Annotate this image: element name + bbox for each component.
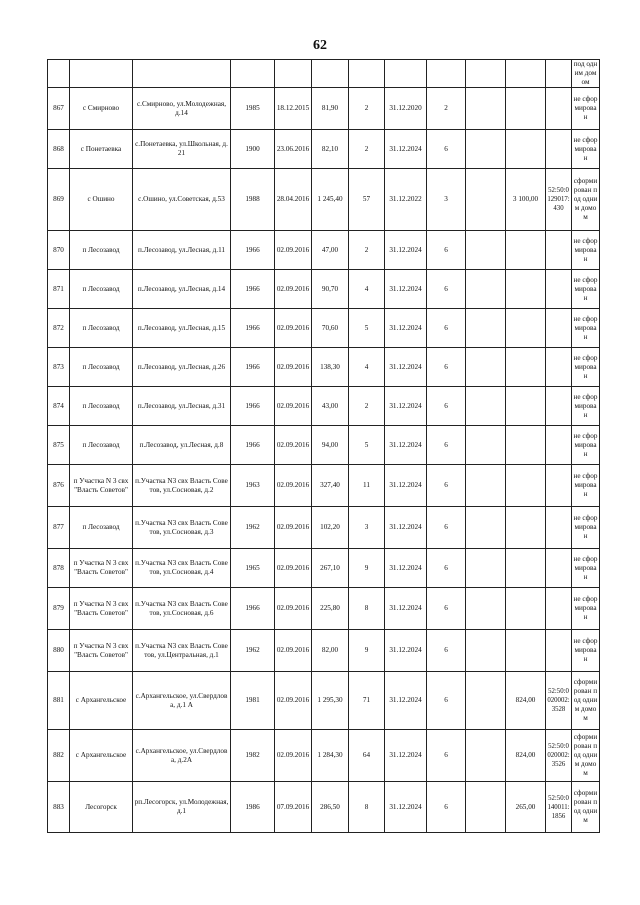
area-cell: 1 284,30 — [312, 730, 349, 782]
cadastral-number-cell — [546, 348, 572, 387]
cell-empty — [466, 730, 506, 782]
settlement-cell: п Лесозавод — [70, 231, 133, 270]
land-status-cell: сформирован под одним домом — [572, 672, 600, 730]
recognition-date-cell: 02.09.2016 — [275, 309, 312, 348]
relocation-deadline-cell: 31.12.2020 — [385, 88, 427, 130]
cadastral-number-cell: 52:50:0020002:3528 — [546, 672, 572, 730]
cost-cell — [506, 426, 546, 465]
stage-cell: 6 — [427, 130, 466, 169]
relocation-deadline-cell: 31.12.2024 — [385, 507, 427, 549]
year-built-cell: 1966 — [231, 270, 275, 309]
area-cell: 327,40 — [312, 465, 349, 507]
recognition-date-cell: 02.09.2016 — [275, 387, 312, 426]
settlement-cell: с Архангельское — [70, 672, 133, 730]
row-number-cell: 882 — [48, 730, 70, 782]
stage-cell: 6 — [427, 309, 466, 348]
cell-empty — [231, 60, 275, 88]
cadastral-number-cell — [546, 426, 572, 465]
year-built-cell: 1900 — [231, 130, 275, 169]
row-number-cell: 883 — [48, 782, 70, 833]
relocation-deadline-cell: 31.12.2024 — [385, 465, 427, 507]
settlement-cell: п Лесозавод — [70, 348, 133, 387]
cell-empty — [466, 672, 506, 730]
cell-empty — [466, 387, 506, 426]
residents-cell: 2 — [349, 387, 385, 426]
cell-empty — [48, 60, 70, 88]
residents-cell: 5 — [349, 426, 385, 465]
area-cell: 82,10 — [312, 130, 349, 169]
year-built-cell: 1965 — [231, 549, 275, 588]
land-status-cell: не сформирован — [572, 348, 600, 387]
row-number-cell: 876 — [48, 465, 70, 507]
housing-register-table — [47, 59, 600, 833]
cost-cell — [506, 309, 546, 348]
year-built-cell: 1962 — [231, 507, 275, 549]
land-status-cell: сформирован под одним — [572, 782, 600, 833]
stage-cell: 3 — [427, 169, 466, 231]
cost-cell — [506, 588, 546, 630]
relocation-deadline-cell: 31.12.2022 — [385, 169, 427, 231]
year-built-cell: 1966 — [231, 231, 275, 270]
address-cell: с.Архангельское, ул.Свердлова, д.2А — [133, 730, 231, 782]
land-status-cell: не сформирован — [572, 426, 600, 465]
table-row — [48, 588, 600, 630]
cost-cell — [506, 231, 546, 270]
cell-empty — [466, 169, 506, 231]
area-cell: 90,70 — [312, 270, 349, 309]
land-status-cell: не сформирован — [572, 630, 600, 672]
relocation-deadline-cell: 31.12.2024 — [385, 782, 427, 833]
address-cell: п.Участка N3 свх Власть Советов, ул.Сосновая, д.4 — [133, 549, 231, 588]
recognition-date-cell: 02.09.2016 — [275, 588, 312, 630]
table-row — [48, 169, 600, 231]
land-status-cell: не сформирован — [572, 549, 600, 588]
row-number-cell: 877 — [48, 507, 70, 549]
cadastral-number-cell — [546, 507, 572, 549]
cell-empty — [466, 588, 506, 630]
area-cell: 82,00 — [312, 630, 349, 672]
relocation-deadline-cell: 31.12.2024 — [385, 549, 427, 588]
cadastral-number-cell — [546, 387, 572, 426]
stage-cell: 6 — [427, 549, 466, 588]
cell-empty — [546, 60, 572, 88]
cell-empty — [466, 465, 506, 507]
page-number: 62 — [313, 38, 327, 53]
residents-cell: 4 — [349, 348, 385, 387]
residents-cell: 2 — [349, 88, 385, 130]
stage-cell: 6 — [427, 465, 466, 507]
settlement-cell: с Понетаевка — [70, 130, 133, 169]
year-built-cell: 1981 — [231, 672, 275, 730]
row-number-cell: 872 — [48, 309, 70, 348]
recognition-date-cell: 02.09.2016 — [275, 270, 312, 309]
table-row — [48, 88, 600, 130]
table-row — [48, 730, 600, 782]
address-cell: п.Участка N3 свх Власть Советов, ул.Сосновая, д.6 — [133, 588, 231, 630]
address-cell: п.Лесозавод, ул.Лесная, д.31 — [133, 387, 231, 426]
recognition-date-cell: 02.09.2016 — [275, 231, 312, 270]
year-built-cell: 1966 — [231, 426, 275, 465]
recognition-date-cell: 02.09.2016 — [275, 348, 312, 387]
cell-empty — [385, 60, 427, 88]
settlement-cell: п Лесозавод — [70, 309, 133, 348]
recognition-date-cell: 28.04.2016 — [275, 169, 312, 231]
row-number-cell: 870 — [48, 231, 70, 270]
table-row — [48, 387, 600, 426]
relocation-deadline-cell: 31.12.2024 — [385, 231, 427, 270]
cell-empty — [466, 630, 506, 672]
row-number-cell: 874 — [48, 387, 70, 426]
table-row — [48, 348, 600, 387]
cell-empty — [466, 348, 506, 387]
table-row — [48, 426, 600, 465]
table-row — [48, 231, 600, 270]
cost-cell — [506, 465, 546, 507]
address-cell: п.Участка N3 свх Власть Советов, ул.Сосновая, д.3 — [133, 507, 231, 549]
cost-cell — [506, 270, 546, 309]
relocation-deadline-cell: 31.12.2024 — [385, 672, 427, 730]
table-row — [48, 672, 600, 730]
table-row — [48, 130, 600, 169]
land-status-cell: под одним домом — [572, 60, 600, 88]
recognition-date-cell: 18.12.2015 — [275, 88, 312, 130]
table-row — [48, 507, 600, 549]
address-cell: с.Понетаевка, ул.Школьная, д.21 — [133, 130, 231, 169]
row-number-cell: 878 — [48, 549, 70, 588]
settlement-cell: п Участка N 3 свх "Власть Советов" — [70, 549, 133, 588]
year-built-cell: 1966 — [231, 348, 275, 387]
recognition-date-cell: 02.09.2016 — [275, 730, 312, 782]
row-number-cell: 881 — [48, 672, 70, 730]
settlement-cell: п Лесозавод — [70, 270, 133, 309]
cell-empty — [466, 782, 506, 833]
address-cell: п.Лесозавод, ул.Лесная, д.15 — [133, 309, 231, 348]
year-built-cell: 1966 — [231, 588, 275, 630]
cost-cell: 824,00 — [506, 730, 546, 782]
stage-cell: 6 — [427, 630, 466, 672]
area-cell: 43,00 — [312, 387, 349, 426]
residents-cell: 9 — [349, 630, 385, 672]
cadastral-number-cell — [546, 630, 572, 672]
land-status-cell: не сформирован — [572, 588, 600, 630]
relocation-deadline-cell: 31.12.2024 — [385, 130, 427, 169]
stage-cell: 6 — [427, 231, 466, 270]
recognition-date-cell: 23.06.2016 — [275, 130, 312, 169]
table-row — [48, 309, 600, 348]
land-status-cell: не сформирован — [572, 88, 600, 130]
residents-cell: 64 — [349, 730, 385, 782]
stage-cell: 6 — [427, 348, 466, 387]
row-number-cell: 868 — [48, 130, 70, 169]
year-built-cell: 1963 — [231, 465, 275, 507]
area-cell: 1 295,30 — [312, 672, 349, 730]
land-status-cell: не сформирован — [572, 465, 600, 507]
row-number-cell: 871 — [48, 270, 70, 309]
land-status-cell: не сформирован — [572, 130, 600, 169]
cell-empty — [133, 60, 231, 88]
area-cell: 225,80 — [312, 588, 349, 630]
year-built-cell: 1966 — [231, 309, 275, 348]
cost-cell: 265,00 — [506, 782, 546, 833]
recognition-date-cell: 02.09.2016 — [275, 672, 312, 730]
table-row — [48, 782, 600, 833]
residents-cell: 8 — [349, 782, 385, 833]
recognition-date-cell: 02.09.2016 — [275, 465, 312, 507]
cadastral-number-cell — [546, 270, 572, 309]
year-built-cell: 1982 — [231, 730, 275, 782]
cost-cell: 3 100,00 — [506, 169, 546, 231]
recognition-date-cell: 02.09.2016 — [275, 426, 312, 465]
relocation-deadline-cell: 31.12.2024 — [385, 270, 427, 309]
residents-cell: 5 — [349, 309, 385, 348]
relocation-deadline-cell: 31.12.2024 — [385, 309, 427, 348]
cell-empty — [466, 88, 506, 130]
settlement-cell: п Лесозавод — [70, 426, 133, 465]
cell-empty — [466, 507, 506, 549]
cadastral-number-cell — [546, 88, 572, 130]
cell-empty — [427, 60, 466, 88]
address-cell: п.Лесозавод, ул.Лесная, д.26 — [133, 348, 231, 387]
residents-cell: 2 — [349, 231, 385, 270]
area-cell: 102,20 — [312, 507, 349, 549]
settlement-cell: п Лесозавод — [70, 387, 133, 426]
cell-empty — [466, 309, 506, 348]
cell-empty — [70, 60, 133, 88]
table-row — [48, 549, 600, 588]
settlement-cell: с Ошино — [70, 169, 133, 231]
area-cell: 267,10 — [312, 549, 349, 588]
row-number-cell: 869 — [48, 169, 70, 231]
residents-cell: 4 — [349, 270, 385, 309]
recognition-date-cell: 02.09.2016 — [275, 507, 312, 549]
settlement-cell: с Архангельское — [70, 730, 133, 782]
cell-empty — [466, 130, 506, 169]
year-built-cell: 1986 — [231, 782, 275, 833]
year-built-cell: 1985 — [231, 88, 275, 130]
address-cell: рп.Лесогорск, ул.Молодежная, д.1 — [133, 782, 231, 833]
cell-empty — [312, 60, 349, 88]
row-number-cell: 879 — [48, 588, 70, 630]
address-cell: п.Участка N3 свх Власть Советов, ул.Центральная, д.1 — [133, 630, 231, 672]
cell-empty — [349, 60, 385, 88]
cost-cell: 824,00 — [506, 672, 546, 730]
residents-cell: 71 — [349, 672, 385, 730]
cadastral-number-cell: 52:50:0140011:1856 — [546, 782, 572, 833]
residents-cell: 2 — [349, 130, 385, 169]
address-cell: п.Лесозавод, ул.Лесная, д.11 — [133, 231, 231, 270]
area-cell: 47,00 — [312, 231, 349, 270]
stage-cell: 6 — [427, 426, 466, 465]
row-number-cell: 873 — [48, 348, 70, 387]
relocation-deadline-cell: 31.12.2024 — [385, 630, 427, 672]
settlement-cell: Лесогорск — [70, 782, 133, 833]
cell-empty — [506, 60, 546, 88]
relocation-deadline-cell: 31.12.2024 — [385, 387, 427, 426]
table-row — [48, 270, 600, 309]
stage-cell: 6 — [427, 588, 466, 630]
cadastral-number-cell — [546, 588, 572, 630]
continued-header-row — [48, 60, 600, 88]
stage-cell: 6 — [427, 507, 466, 549]
cell-empty — [466, 60, 506, 88]
table-row — [48, 465, 600, 507]
land-status-cell: не сформирован — [572, 507, 600, 549]
cell-empty — [275, 60, 312, 88]
settlement-cell: п Участка N 3 свх "Власть Советов" — [70, 630, 133, 672]
area-cell: 1 245,40 — [312, 169, 349, 231]
stage-cell: 6 — [427, 672, 466, 730]
cell-empty — [466, 270, 506, 309]
recognition-date-cell: 02.09.2016 — [275, 549, 312, 588]
relocation-deadline-cell: 31.12.2024 — [385, 730, 427, 782]
cost-cell — [506, 130, 546, 169]
land-status-cell: сформирован под одним домом — [572, 730, 600, 782]
land-status-cell: не сформирован — [572, 387, 600, 426]
cadastral-number-cell: 52:50:0129017:430 — [546, 169, 572, 231]
residents-cell: 3 — [349, 507, 385, 549]
cost-cell — [506, 507, 546, 549]
residents-cell: 9 — [349, 549, 385, 588]
area-cell: 138,30 — [312, 348, 349, 387]
residents-cell: 11 — [349, 465, 385, 507]
stage-cell: 6 — [427, 270, 466, 309]
address-cell: с.Смирново, ул.Молодежная, д.14 — [133, 88, 231, 130]
settlement-cell: с Смирново — [70, 88, 133, 130]
stage-cell: 6 — [427, 387, 466, 426]
settlement-cell: п Участка N 3 свх "Власть Советов" — [70, 588, 133, 630]
cadastral-number-cell — [546, 549, 572, 588]
settlement-cell: п Лесозавод — [70, 507, 133, 549]
address-cell: п.Лесозавод, ул.Лесная, д.8 — [133, 426, 231, 465]
relocation-deadline-cell: 31.12.2024 — [385, 588, 427, 630]
land-status-cell: сформирован под одним домом — [572, 169, 600, 231]
stage-cell: 2 — [427, 88, 466, 130]
recognition-date-cell: 02.09.2016 — [275, 630, 312, 672]
settlement-cell: п Участка N 3 свх "Власть Советов" — [70, 465, 133, 507]
relocation-deadline-cell: 31.12.2024 — [385, 348, 427, 387]
address-cell: п.Лесозавод, ул.Лесная, д.14 — [133, 270, 231, 309]
cadastral-number-cell — [546, 465, 572, 507]
row-number-cell: 875 — [48, 426, 70, 465]
table-row — [48, 630, 600, 672]
year-built-cell: 1962 — [231, 630, 275, 672]
year-built-cell: 1966 — [231, 387, 275, 426]
residents-cell: 8 — [349, 588, 385, 630]
cost-cell — [506, 549, 546, 588]
stage-cell: 6 — [427, 782, 466, 833]
area-cell: 94,00 — [312, 426, 349, 465]
cell-empty — [466, 426, 506, 465]
cost-cell — [506, 630, 546, 672]
cadastral-number-cell — [546, 231, 572, 270]
area-cell: 81,90 — [312, 88, 349, 130]
land-status-cell: не сформирован — [572, 270, 600, 309]
row-number-cell: 867 — [48, 88, 70, 130]
cadastral-number-cell — [546, 309, 572, 348]
area-cell: 70,60 — [312, 309, 349, 348]
cost-cell — [506, 88, 546, 130]
relocation-deadline-cell: 31.12.2024 — [385, 426, 427, 465]
land-status-cell: не сформирован — [572, 231, 600, 270]
land-status-cell: не сформирован — [572, 309, 600, 348]
cell-empty — [466, 549, 506, 588]
cadastral-number-cell: 52:50:0020002:3526 — [546, 730, 572, 782]
address-cell: п.Участка N3 свх Власть Советов, ул.Сосновая, д.2 — [133, 465, 231, 507]
residents-cell: 57 — [349, 169, 385, 231]
cost-cell — [506, 387, 546, 426]
stage-cell: 6 — [427, 730, 466, 782]
address-cell: с.Ошино, ул.Советская, д.53 — [133, 169, 231, 231]
area-cell: 286,50 — [312, 782, 349, 833]
cost-cell — [506, 348, 546, 387]
cadastral-number-cell — [546, 130, 572, 169]
cell-empty — [466, 231, 506, 270]
row-number-cell: 880 — [48, 630, 70, 672]
year-built-cell: 1988 — [231, 169, 275, 231]
address-cell: с.Архангельское, ул.Свердлова, д.1 А — [133, 672, 231, 730]
recognition-date-cell: 07.09.2016 — [275, 782, 312, 833]
